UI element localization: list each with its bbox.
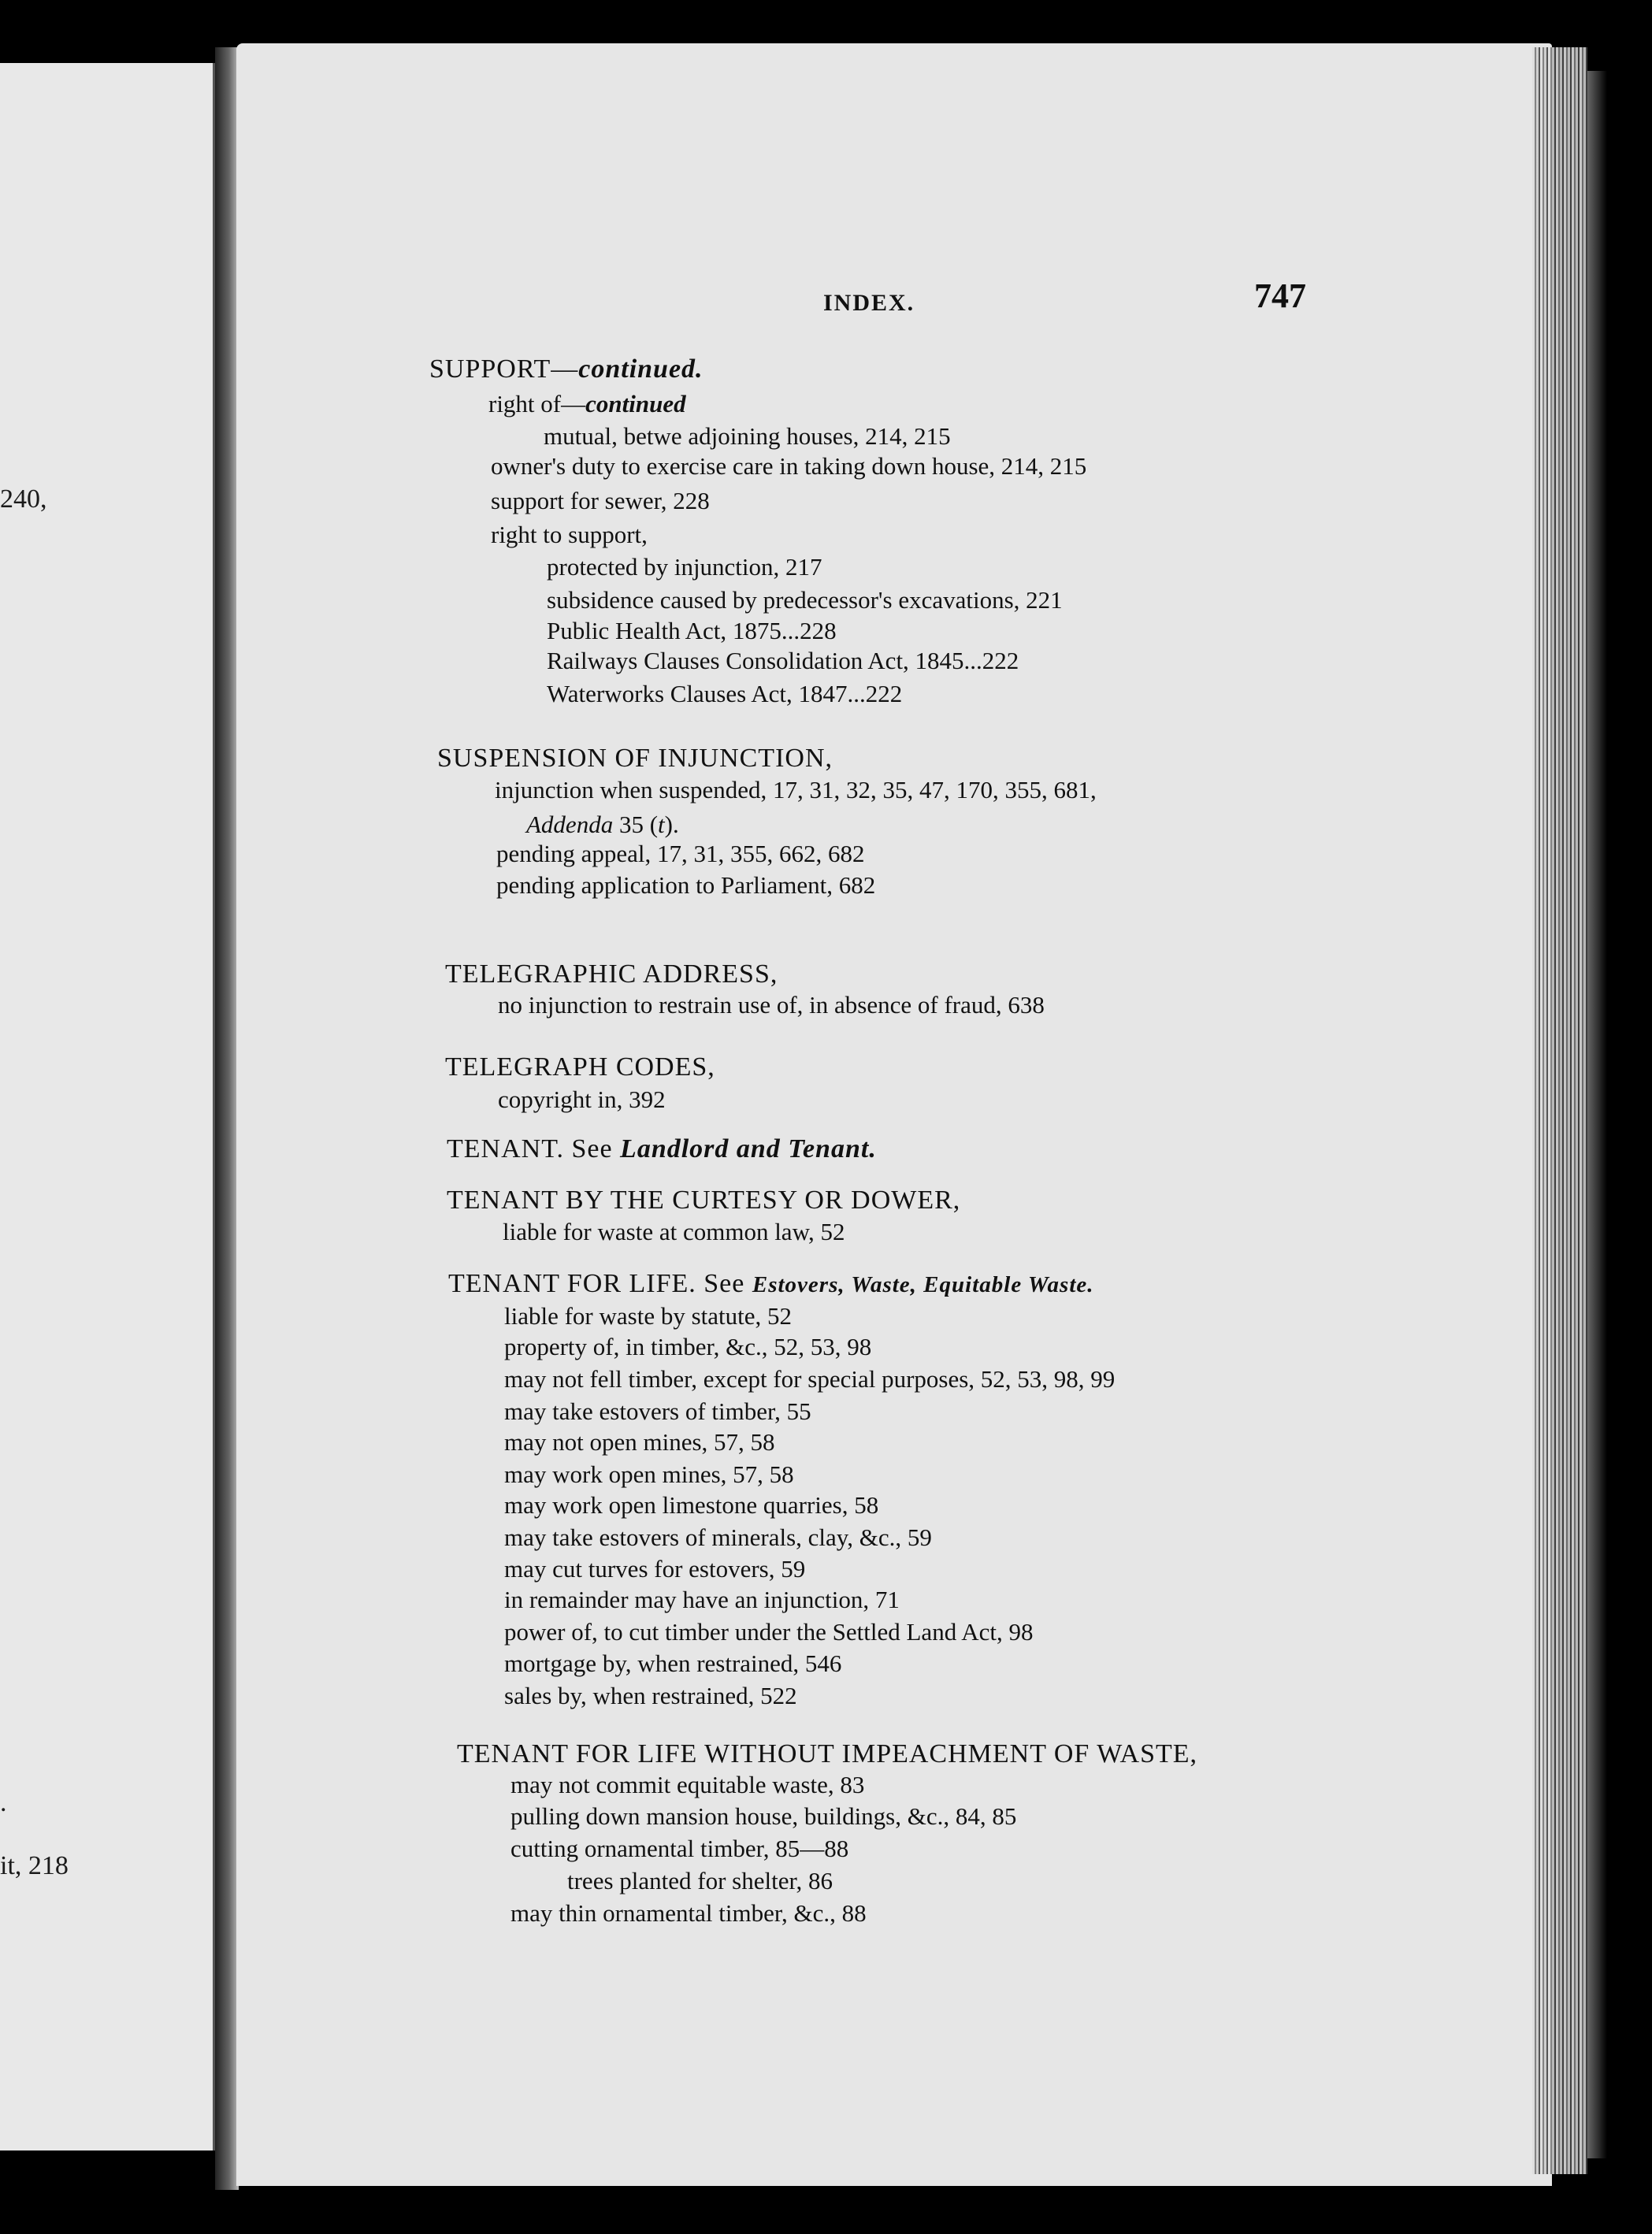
- continued-label: continued.: [578, 354, 703, 384]
- index-subentry: trees planted for shelter, 86: [567, 1867, 833, 1894]
- index-subentry: sales by, when restrained, 522: [504, 1682, 797, 1709]
- index-subentry: may not fell timber, except for special purposes, 52, 53, 98, 99: [504, 1365, 1116, 1393]
- index-subentry: right to support,: [491, 521, 648, 548]
- index-subentry: property of, in timber, &c., 52, 53, 98: [504, 1333, 872, 1360]
- index-subentry: protected by injunction, 217: [547, 553, 822, 581]
- addenda-close: ).: [664, 811, 679, 838]
- book-gutter: [215, 47, 239, 2190]
- index-subentry: may work open limestone quarries, 58: [504, 1491, 879, 1519]
- index-heading: SUSPENSION OF INJUNCTION,: [437, 744, 833, 773]
- index-subentry-text: right of—: [488, 390, 586, 417]
- index-heading: [448, 1271, 1094, 1297]
- index-subentry: support for sewer, 228: [491, 487, 710, 514]
- index-subentry: copyright in, 392: [498, 1085, 666, 1113]
- index-subentry: may not open mines, 57, 58: [504, 1428, 775, 1456]
- index-subentry: Public Health Act, 1875...228: [547, 617, 837, 644]
- index-subentry: subsidence caused by predecessor's excavations, 221: [547, 586, 1063, 614]
- index-subentry: may not commit equitable waste, 83: [510, 1771, 865, 1798]
- index-subentry: in remainder may have an injunction, 71: [504, 1586, 900, 1613]
- page-shadow: [1587, 71, 1607, 2158]
- index-heading-text: TENANT. See: [447, 1134, 621, 1163]
- continued-label: continued: [585, 390, 686, 417]
- index-subentry: power of, to cut timber under the Settled Land Act, 98: [504, 1618, 1034, 1646]
- addenda-ref: 35 (: [613, 811, 659, 838]
- addenda-note: t: [658, 811, 665, 838]
- index-subentry: Railways Clauses Consolidation Act, 1845...222: [547, 647, 1019, 674]
- left-page: [0, 63, 215, 2151]
- left-page-fragment: it, 218: [0, 1851, 69, 1880]
- cross-reference: Landlord and Tenant.: [620, 1134, 877, 1163]
- index-subentry: no injunction to restrain use of, in absence of fraud, 638: [498, 991, 1045, 1019]
- index-subentry: pending appeal, 17, 31, 355, 662, 682: [496, 840, 865, 867]
- index-heading: TELEGRAPH CODES,: [445, 1052, 715, 1082]
- index-subentry: [488, 392, 686, 416]
- page-edges: [1532, 47, 1587, 2174]
- cross-reference: Estovers, Waste, Equitable Waste.: [752, 1272, 1094, 1297]
- index-subentry: liable for waste by statute, 52: [504, 1302, 793, 1330]
- index-heading: TELEGRAPHIC ADDRESS,: [445, 959, 778, 989]
- index-subentry: liable for waste at common law, 52: [503, 1218, 845, 1245]
- running-header: INDEX.: [823, 290, 915, 316]
- left-page-fragment: .: [0, 1788, 7, 1817]
- index-subentry: may thin ornamental timber, &c., 88: [510, 1899, 867, 1927]
- addenda-label: Addenda: [526, 811, 614, 838]
- index-subentry: may take estovers of timber, 55: [504, 1397, 811, 1425]
- left-page-fragment: 240,: [0, 484, 47, 514]
- index-subentry: pending application to Parliament, 682: [496, 871, 876, 899]
- index-subentry: [526, 812, 679, 837]
- index-heading: [429, 356, 703, 383]
- index-subentry: may work open mines, 57, 58: [504, 1460, 794, 1488]
- index-heading: [447, 1136, 877, 1163]
- index-subentry: may cut turves for estovers, 59: [504, 1555, 806, 1583]
- index-subentry: mutual, betwe adjoining houses, 214, 215: [544, 422, 951, 450]
- index-heading: TENANT BY THE CURTESY OR DOWER,: [447, 1186, 961, 1215]
- index-heading-text: TENANT FOR LIFE. See: [448, 1269, 752, 1298]
- page-number: 747: [1254, 276, 1306, 315]
- index-subentry: mortgage by, when restrained, 546: [504, 1650, 842, 1677]
- index-subentry: cutting ornamental timber, 85—88: [510, 1835, 849, 1862]
- index-heading-text: SUPPORT—: [429, 354, 579, 384]
- index-subentry: injunction when suspended, 17, 31, 32, 35, 47, 170, 355, 681,: [495, 776, 1097, 803]
- index-subentry: pulling down mansion house, buildings, &c., 84, 85: [510, 1802, 1017, 1830]
- index-subentry: Waterworks Clauses Act, 1847...222: [547, 680, 903, 707]
- index-heading: TENANT FOR LIFE WITHOUT IMPEACHMENT OF WASTE,: [457, 1739, 1198, 1768]
- index-subentry: owner's duty to exercise care in taking down house, 214, 215: [491, 452, 1087, 480]
- index-subentry: may take estovers of minerals, clay, &c., 59: [504, 1523, 932, 1551]
